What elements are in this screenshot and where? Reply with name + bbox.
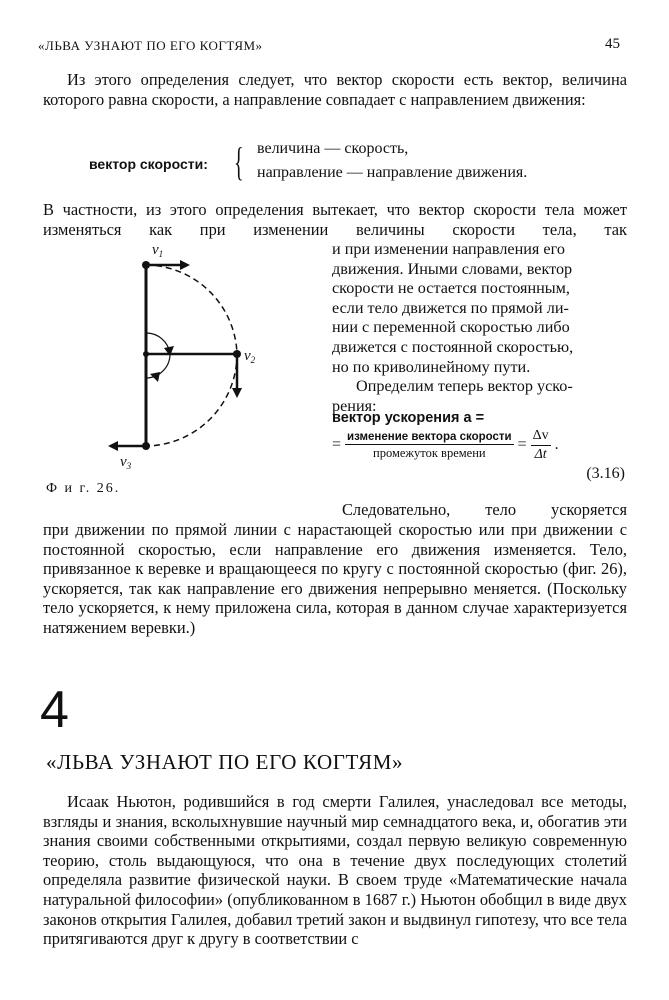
paragraph-conclusion: при движении по прямой линии с нарастающей скоростью или при движении с постоянной скоростью, если направление его движения изменяется. Тело, привязанное к веревке и вращающееся по кругу с постоянной скоростью (фиг. 26), ускоряется, так как направление его движения непрерывно меняется. (Поскольку тело ускоряется, к нему приложена сила, которая в данном случае характеризуется натяжением веревки.) xyxy=(43,520,627,637)
running-header: «ЛЬВА УЗНАЮТ ПО ЕГО КОГТЯМ» xyxy=(38,38,263,53)
paragraph-newton: Исаак Ньютон, родившийся в год смерти Галилея, унаследовал все методы, взгляды и знания, всколыхнувшие научный мир семнадцатого века, и, обогатив эти знания своими собственными открытиями, создал первую великую современную теорию, столь выдающуюся, что она в течение двух последующих столетий определяла развитие физической науки. В своем труде «Математические начала натуральной философии» (опубликованном в 1687 г.) Ньютон обобщил в виде двух законов открытия Галилея, добавил третий закон и выдвинул гипотезу, что все тела притягиваются друг к другу в соответствии с xyxy=(43,792,627,949)
circular-path xyxy=(146,265,237,446)
equals-sign: = xyxy=(332,436,342,454)
fraction-denominator: промежуток времени xyxy=(373,445,486,460)
velocity-def-line2: направление — направление движения. xyxy=(257,164,528,181)
word-fraction xyxy=(345,431,514,461)
paragraph-velocity-intro: Из этого определения следует, что вектор скорости есть вектор, величина которого равна скорости, а направление совпадает с направлением движения: xyxy=(43,70,627,109)
side-line: скорости не остается постоянным, xyxy=(332,279,570,298)
page-number: 45 xyxy=(605,36,620,52)
equals-sign: = xyxy=(517,436,527,454)
velocity-def-line1: величина — скорость, xyxy=(257,140,409,157)
side-line: Определим теперь вектор уско- xyxy=(356,377,573,396)
chapter-title: «ЛЬВА УЗНАЮТ ПО ЕГО КОГТЯМ» xyxy=(46,750,404,774)
side-line: рения: xyxy=(332,396,377,415)
label-v3: $v_3$ xyxy=(120,454,132,471)
delta-denominator: Δt xyxy=(534,447,547,462)
equation-number: (3.16) xyxy=(586,465,625,482)
paragraph-conclusion-start: Следовательно, тело ускоряется xyxy=(342,500,627,519)
v3-arrow-head xyxy=(108,441,118,451)
side-text-column xyxy=(332,240,627,416)
side-line: и при изменении направления его xyxy=(332,240,565,258)
delta-numerator: Δv xyxy=(531,428,551,446)
side-line: если тело движется по прямой ли- xyxy=(332,298,569,317)
period: . xyxy=(554,436,559,454)
acceleration-equation xyxy=(332,410,632,483)
fraction-numerator: изменение вектора скорости xyxy=(347,430,512,443)
brace-symbol: { xyxy=(234,139,244,184)
velocity-def-label: вектор скорости: xyxy=(89,156,208,172)
v1-arrow-head xyxy=(180,260,190,270)
side-line: нии с переменной скоростью либо xyxy=(332,318,570,337)
figure-caption: Ф и г. 26. xyxy=(46,481,121,496)
side-line: но по криволинейному пути. xyxy=(332,357,531,376)
chapter-number: 4 xyxy=(40,681,69,739)
acceleration-lhs: вектор ускорения a = xyxy=(332,410,485,426)
point-center xyxy=(143,351,149,357)
delta-fraction xyxy=(531,428,551,463)
label-v2: $v_2$ xyxy=(244,348,256,365)
v2-arrow-head xyxy=(232,388,242,398)
paragraph-velocity-change: В частности, из этого определения вытекает, что вектор скорости тела может изменяться как при изменении величины скорости тела, так xyxy=(43,200,627,239)
figure-26-diagram xyxy=(100,238,260,478)
label-v1: $v_1$ xyxy=(152,242,164,259)
side-line: движения. Иными словами, вектор xyxy=(332,259,573,278)
side-line: движется с постоянной скоростью, xyxy=(332,337,574,356)
